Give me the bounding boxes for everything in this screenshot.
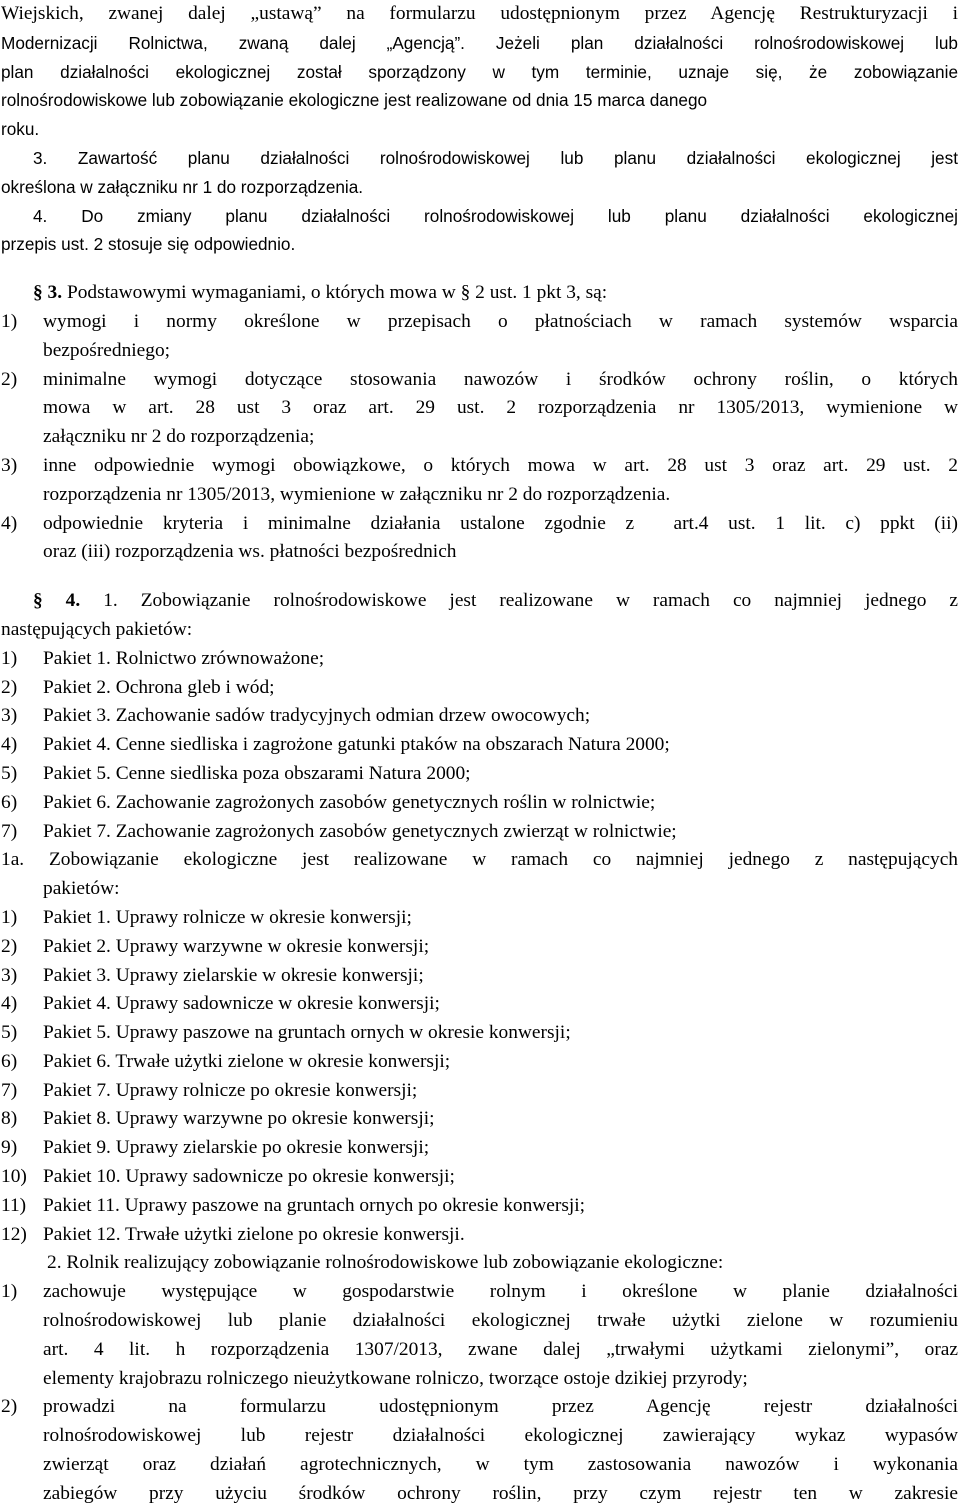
list-item [1, 1134, 958, 1163]
list-item [1, 1278, 958, 1393]
list-item-text: Pakiet 12. Trwałe użytki zielone po okresie konwersji. [43, 1223, 465, 1245]
list-item-text: Pakiet 1. Uprawy rolnicze w okresie konwersji; [43, 906, 412, 928]
list-item-line: art. 4 lit. h rozporządzenia 1307/2013, zwane dalej „trwałymi użytkami zielonymi”, oraz [43, 1338, 958, 1360]
list-item-line: zwierząt oraz działań agrotechnicznych, w tym zastosowania nawozów i wykonania [43, 1454, 958, 1476]
list-item-line: odpowiednie kryteria i minimalne działania ustalone zgodnie z art.4 ust. 1 lit. c) ppkt (ii) [43, 512, 958, 534]
section-number: § 3. [33, 282, 63, 304]
list-item-line: rolnośrodowiskowej lub planie działalności ekologicznej trwałe użytki zielone w rozumieniu [43, 1310, 958, 1332]
paragraph-1a-line: pakietów: [43, 878, 120, 900]
section-4 [1, 587, 958, 1509]
list-item-number: 8) [1, 1108, 18, 1130]
paragraph-4 [1, 202, 958, 260]
list-item-text: Pakiet 7. Zachowanie zagrożonych zasobów genetycznych zwierząt w rolnictwie; [43, 820, 677, 842]
list-item [1, 1019, 958, 1048]
intro-line: Modernizacji Rolnictwa, zwaną dalej „Agencją”. Jeżeli plan działalności rolnośrodowiskowej lub [1, 32, 958, 53]
list-item-text: Pakiet 6. Trwałe użytki zielone w okresie konwersji; [43, 1050, 451, 1072]
list-item-number: 2) [1, 368, 18, 390]
section-number-value: 3. [47, 282, 63, 304]
list-item-line: oraz (iii) rozporządzenia ws. płatności bezpośrednich [43, 541, 457, 563]
list-item-number: 12) [1, 1223, 27, 1245]
list-item-line: zachowuje występujące w gospodarstwie rolnym i określone w planie działalności [43, 1281, 958, 1303]
list-item [1, 933, 958, 962]
list-item-line: minimalne wymogi dotyczące stosowania nawozów i środków ochrony roślin, o których [43, 368, 958, 390]
intro-line: plan działalności ekologicznej został sporządzony w tym terminie, uznaje się, że zobowiązanie [1, 61, 958, 82]
paragraph-3 [1, 144, 958, 202]
intro-line: rolnośrodowiskowe lub zobowiązanie ekologiczne jest realizowane od dnia 15 marca danego [1, 90, 708, 111]
list-item [1, 1077, 958, 1106]
list-item-text: Pakiet 3. Zachowanie sadów tradycyjnych odmian drzew owocowych; [43, 705, 591, 727]
list-item-number: 6) [1, 1050, 18, 1072]
paragraph-line: przepis ust. 2 stosuje się odpowiednio. [1, 234, 296, 255]
list-item [1, 731, 958, 760]
list-item-text: Pakiet 4. Cenne siedliska i zagrożone gatunki ptaków na obszarach Natura 2000; [43, 734, 670, 756]
list-item-text: Pakiet 7. Uprawy rolnicze po okresie konwersji; [43, 1079, 418, 1101]
list-item [1, 760, 958, 789]
list-item [1, 645, 958, 674]
list-item [1, 818, 958, 847]
list-item-number: 4) [1, 512, 18, 534]
paragraph-line: 4. Do zmiany planu działalności rolnośrodowiskowej lub planu działalności ekologicznej [33, 205, 958, 226]
section-number-value: 4. [65, 590, 81, 612]
list-item-line: załączniku nr 2 do rozporządzenia; [43, 426, 315, 448]
list-item-text: Pakiet 6. Zachowanie zagrożonych zasobów genetycznych roślin w rolnictwie; [43, 791, 656, 813]
section-heading [1, 279, 958, 308]
list-item-text: Pakiet 5. Uprawy paszowe na gruntach ornych w okresie konwersji; [43, 1022, 571, 1044]
paragraph-2-heading: 2. Rolnik realizujący zobowiązanie rolnośrodowiskowe lub zobowiązanie ekologiczne: [47, 1252, 724, 1274]
list-item [1, 366, 958, 452]
list-item [1, 962, 958, 991]
list-item-line: inne odpowiednie wymogi obowiązkowe, o których mowa w art. 28 ust 3 oraz art. 29 ust. 2 [43, 454, 958, 476]
list-item-number: 1) [1, 647, 18, 669]
list-item-number: 6) [1, 791, 18, 813]
list-item [1, 674, 958, 703]
section-3 [1, 279, 958, 567]
list-item-number: 5) [1, 1022, 18, 1044]
paragraph-line: 3. Zawartość planu działalności rolnośrodowiskowej lub planu działalności ekologicznej jest [33, 147, 958, 168]
list-item [1, 789, 958, 818]
list-item [1, 510, 958, 568]
list-item-line: mowa w art. 28 ust 3 oraz art. 29 ust. 2 rozporządzenia nr 1305/2013, wymienione w [43, 397, 958, 419]
list-item [1, 990, 958, 1019]
list-item-number: 7) [1, 820, 18, 842]
list-item-line: zabiegów przy użyciu środków ochrony roślin, przy czym rejestr ten w zakresie [43, 1482, 958, 1504]
list-item-number: 4) [1, 993, 18, 1015]
list-item-number: 1) [1, 310, 18, 332]
list-item-number: 7) [1, 1079, 18, 1101]
list-item [1, 1163, 958, 1192]
list-item-number: 2) [1, 1396, 18, 1418]
list-item-number: 5) [1, 762, 18, 784]
list-item-number: 11) [1, 1194, 27, 1216]
list-item [1, 1221, 958, 1250]
list-item-text: Pakiet 3. Uprawy zielarskie w okresie konwersji; [43, 964, 424, 986]
list-item-number: 3) [1, 454, 18, 476]
list-item-line: rolnośrodowiskowej lub rejestr działalności ekologicznej zawierający wykaz wypasów [43, 1425, 958, 1447]
list-item-number: 3) [1, 705, 18, 727]
section-heading-text: 1. Zobowiązanie rolnośrodowiskowe jest realizowane w ramach co najmniej jednego z [80, 590, 959, 612]
intro-line: roku. [1, 119, 40, 140]
section-heading-line: następujących pakietów: [1, 618, 193, 640]
list-item-text: Pakiet 10. Uprawy sadownicze po okresie konwersji; [43, 1166, 455, 1188]
list-item-line: elementy krajobrazu rolniczego nieużytkowane rolniczo, tworzące ostoje dzikiej przyrody; [43, 1367, 748, 1389]
list-item-line: wymogi i normy określone w przepisach o płatnościach w ramach systemów wsparcia [43, 310, 958, 332]
list-item [1, 1192, 958, 1221]
list-item-text: Pakiet 11. Uprawy paszowe na gruntach ornych po okresie konwersji; [43, 1194, 586, 1216]
list-item [1, 1393, 958, 1508]
list-item-number: 1) [1, 1281, 18, 1303]
list-item-line: rozporządzenia nr 1305/2013, wymienione w załączniku nr 2 do rozporządzenia. [43, 483, 671, 505]
section-heading [1, 587, 958, 616]
intro-line: Wiejskich, zwanej dalej „ustawą” na formularzu udostępnionym przez Agencję Restrukturyzacji i [1, 3, 958, 24]
list-item-text: Pakiet 9. Uprawy zielarskie po okresie konwersji; [43, 1137, 430, 1159]
list-item-text: Pakiet 2. Uprawy warzywne w okresie konwersji; [43, 935, 430, 957]
section-heading-text: Podstawowymi wymaganiami, o których mowa w § 2 ust. 1 pkt 3, są: [62, 282, 608, 304]
pakiety-ekologiczne-list [1, 904, 958, 1250]
paragraph-line: określona w załączniku nr 1 do rozporządzenia. [1, 176, 364, 197]
list-item [1, 702, 958, 731]
list-item-number: 2) [1, 676, 18, 698]
intro-paragraph [1, 0, 958, 144]
obligations-list [1, 1278, 958, 1508]
list-item-line: prowadzi na formularzu udostępnionym przez Agencję rejestr działalności [43, 1396, 958, 1418]
list-item [1, 904, 958, 933]
list-item-number: 1) [1, 906, 18, 928]
list-item-text: Pakiet 5. Cenne siedliska poza obszarami Natura 2000; [43, 762, 471, 784]
pakiety-rolnosrodowiskowe-list [1, 645, 958, 847]
list-item-text: Pakiet 1. Rolnictwo zrównoważone; [43, 647, 325, 669]
list-item [1, 1048, 958, 1077]
paragraph-1a-line: 1a. Zobowiązanie ekologiczne jest realizowane w ramach co najmniej jednego z następujących [1, 849, 958, 871]
requirements-list [1, 308, 958, 567]
list-item [1, 452, 958, 510]
list-item-number: 10) [1, 1166, 27, 1188]
list-item-text: Pakiet 2. Ochrona gleb i wód; [43, 676, 275, 698]
section-number: § 4. [33, 590, 81, 612]
list-item [1, 308, 958, 366]
list-item-number: 9) [1, 1137, 18, 1159]
list-item [1, 1105, 958, 1134]
list-item-number: 4) [1, 734, 18, 756]
list-item-text: Pakiet 8. Uprawy warzywne po okresie konwersji; [43, 1108, 435, 1130]
list-item-number: 3) [1, 964, 18, 986]
list-item-text: Pakiet 4. Uprawy sadownicze w okresie konwersji; [43, 993, 440, 1015]
list-item-number: 2) [1, 935, 18, 957]
list-item-line: bezpośredniego; [43, 339, 171, 361]
